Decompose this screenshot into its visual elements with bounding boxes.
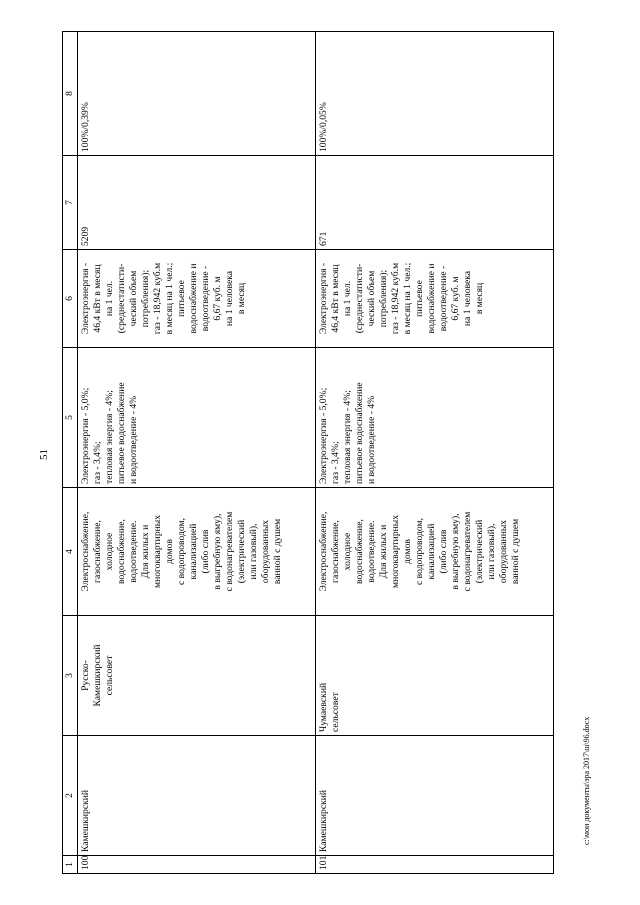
col-number-7: 7 <box>63 156 78 250</box>
population-count: 671 <box>316 156 554 250</box>
municipality-name: Русско- Камешкирский сельсовет <box>78 616 316 736</box>
row-number: 101 <box>316 856 554 874</box>
col-number-8: 8 <box>63 32 78 156</box>
col-number-6: 6 <box>63 250 78 348</box>
column-number-row <box>63 32 78 874</box>
consumption-norms: Электроэнергия - 46,4 кВт в месяц на 1 чел. (среднестатисти- ческий объем потребления); газ - 18,942 куб.м в месяц на 1 чел.; питьевое водоснабжение и водоотведение - 6,67 куб. м на 1 человека в месяц <box>316 250 554 348</box>
col-number-3: 3 <box>63 616 78 736</box>
rotated-table-wrapper <box>62 31 554 874</box>
page-number: 51 <box>38 449 50 460</box>
district-name: Камешкирский <box>78 736 316 856</box>
col-number-4: 4 <box>63 488 78 616</box>
col-number-1: 1 <box>63 856 78 874</box>
col-number-5: 5 <box>63 348 78 488</box>
col-number-2: 2 <box>63 736 78 856</box>
municipality-name: Чумаевский сельсовет <box>316 616 554 736</box>
share-percent: 100%/0,05% <box>316 32 554 156</box>
row-number: 100 <box>78 856 316 874</box>
district-name: Камешкирский <box>316 736 554 856</box>
table-row <box>316 32 554 874</box>
table-row <box>78 32 316 874</box>
population-count: 5209 <box>78 156 316 250</box>
tariff-growth: Электроэнергия - 5,0%; газ - 3,4%; тепловая энергия - 4%; питьевое водоснабжение и водоотведение - 4% <box>316 348 554 488</box>
share-percent: 100%/0,39% <box>78 32 316 156</box>
footer-file-path: c:\мои документы\эра 2017\ш\96.docx <box>582 716 591 845</box>
utilities-description: Электроснабжение, газоснабжение, холодное водоснабжение, водоотведение. Для жилых и многоквартирных домов с водопроводом, канализацией (либо слив в выгребную яму), с водонагревателем (электрический или газовый), оборудованных ванной с душем <box>316 488 554 616</box>
consumption-norms: Электроэнергия - 46,4 кВт в месяц на 1 чел. (среднестатисти- ческий объем потребления); газ - 18,942 куб.м в месяц на 1 чел.; питьевое водоснабжение и водоотведение - 6,67 куб. м на 1 человека в месяц <box>78 250 316 348</box>
tariff-growth: Электроэнергия - 5,0%; газ - 3,4%; тепловая энергия - 4%; питьевое водоснабжение и водоотведение - 4% <box>78 348 316 488</box>
utilities-description: Электроснабжение, газоснабжение, холодное водоснабжение, водоотведение. Для жилых и многоквартирных домов с водопроводом, канализацией (либо слив в выгребную яму), с водонагревателем (электрический или газовый), оборудованных ванной с душем <box>78 488 316 616</box>
tariff-table <box>62 31 554 874</box>
